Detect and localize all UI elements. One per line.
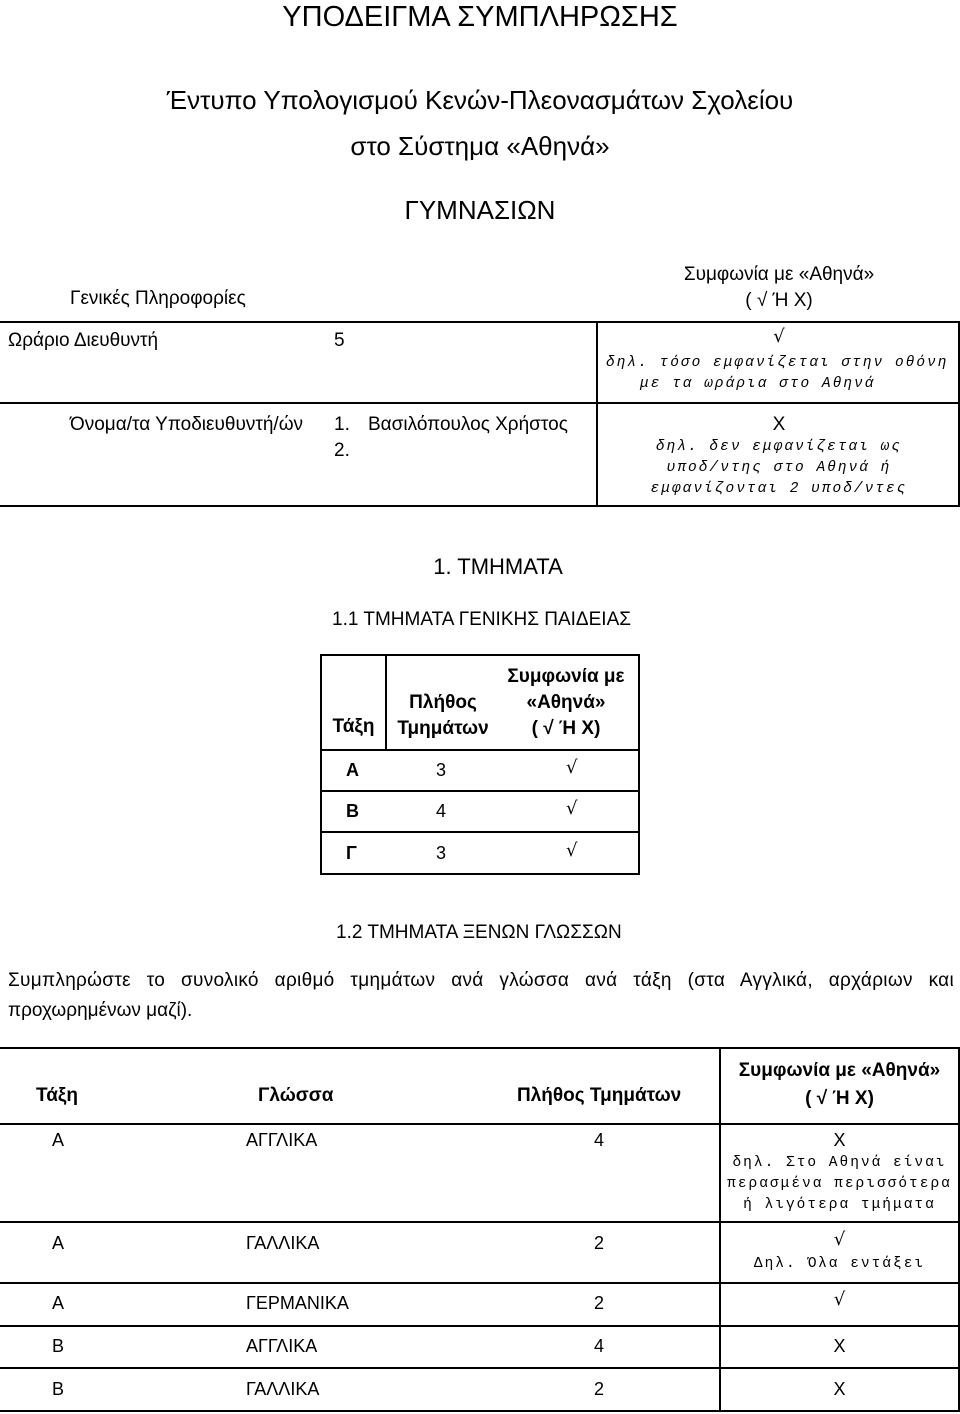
mark-cell: √	[566, 840, 578, 861]
table-border	[0, 1410, 960, 1412]
language-cell: ΓΕΡΜΑΝΙΚΑ	[246, 1293, 349, 1313]
mark-note-line2: περασμένα περισσότερα	[727, 1176, 952, 1192]
vice-principals-mark: Χ	[772, 414, 786, 435]
school-type-heading: ΓΥΜΝΑΣΙΩΝ	[404, 195, 556, 225]
mark-cell: √	[566, 798, 578, 819]
table-border	[0, 402, 960, 404]
table-border	[320, 873, 640, 875]
col-header-count	[387, 690, 499, 742]
language-cell: ΓΑΛΛΙΚΑ	[246, 1233, 320, 1253]
table-border	[320, 831, 640, 833]
class-cell: Β	[346, 801, 359, 821]
col-header-count-line1: Πλήθος	[409, 692, 477, 713]
vice-principal-1-number: 1.	[334, 414, 350, 435]
section2-instructions-line2: προχωρημένων μαζί).	[8, 1000, 193, 1021]
class-cell: Β	[52, 1336, 65, 1356]
section1-title: 1. ΤΜΗΜΑΤΑ	[433, 554, 563, 579]
table-border	[0, 321, 960, 323]
mark-note-line1: δηλ. Στο Αθηνά είναι	[732, 1155, 947, 1171]
table-border	[958, 1047, 960, 1411]
count-cell: 4	[594, 1336, 605, 1356]
table-border	[638, 654, 640, 874]
count-cell: 2	[594, 1379, 605, 1399]
vice-principals-label: Όνομα/τα Υποδιευθυντή/ών	[70, 414, 304, 435]
col-header-language: Γλώσσα	[258, 1085, 334, 1106]
language-cell: ΑΓΓΛΙΚΑ	[246, 1130, 318, 1150]
vice-principals-note-line3: εμφανίζονται 2 υποδ/ντες	[650, 481, 908, 497]
count-cell: 2	[594, 1293, 605, 1313]
class-cell: Α	[52, 1130, 65, 1150]
vice-principals-note-line2: υποδ/ντης στο Αθηνά ή	[666, 460, 892, 476]
section1-subtitle: 1.1 ΤΜΗΜΑΤΑ ΓΕΝΙΚΗΣ ΠΑΙΔΕΙΑΣ	[332, 609, 631, 630]
count-cell: 4	[436, 801, 447, 821]
table-border	[320, 790, 640, 792]
table-border	[0, 1367, 960, 1369]
table-border	[320, 654, 640, 656]
class-cell: Β	[52, 1379, 65, 1399]
col-header-count: Πλήθος Τμημάτων	[517, 1085, 682, 1106]
language-cell: ΑΓΓΛΙΚΑ	[246, 1336, 318, 1356]
count-cell: 3	[436, 760, 447, 780]
document-subtitle-line1: Έντυπο Υπολογισμού Κενών-Πλεονασμάτων Σχολείου	[166, 85, 794, 115]
class-cell: Α	[346, 760, 359, 780]
col-header-agreement-line2: ( √ Ή Χ)	[805, 1088, 874, 1109]
class-cell: Α	[52, 1293, 65, 1313]
principal-hours-mark: √	[773, 326, 785, 347]
general-agreement-header-line2: ( √ Ή Χ)	[745, 290, 813, 311]
principal-hours-note-line2: με τα ωράρια στο Αθηνά	[640, 376, 876, 392]
col-header-count-line2: Τμημάτων	[397, 718, 489, 739]
principal-hours-note-line1: δηλ. τόσο εμφανίζεται στην οθόνη	[606, 355, 949, 371]
col-header-agreement-line1: Συμφωνία με	[507, 666, 625, 687]
document-subtitle-line2: στο Σύστημα «Αθηνά»	[350, 131, 610, 161]
col-header-agreement-line2: «Αθηνά»	[526, 692, 606, 713]
table-border	[0, 1325, 960, 1327]
section2-instructions-line1: Συμπληρώστε το συνολικό αριθμό τμημάτων ανά γλώσσα ανά τάξη (στα Αγγλικά, αρχάριων και	[8, 970, 954, 991]
table-border	[0, 1282, 960, 1284]
count-cell: 2	[594, 1233, 605, 1253]
mark-cell: √	[833, 1289, 846, 1310]
table-border	[0, 1221, 960, 1223]
language-cell: ΓΑΛΛΙΚΑ	[246, 1379, 320, 1399]
col-header-agreement-line3: ( √ Ή Χ)	[531, 718, 601, 739]
general-info-label: Γενικές Πληροφορίες	[70, 288, 246, 309]
class-cell: Γ	[346, 843, 357, 863]
table-border	[320, 749, 640, 751]
col-header-agreement	[494, 664, 638, 742]
principal-hours-value: 5	[334, 330, 345, 351]
col-header-agreement	[721, 1057, 958, 1113]
count-cell: 3	[436, 843, 447, 863]
class-cell: Α	[52, 1233, 65, 1253]
section2-title: 1.2 ΤΜΗΜΑΤΑ ΞΕΝΩΝ ΓΛΩΣΣΩΝ	[336, 922, 622, 943]
vice-principal-1-name: Βασιλόπουλος Χρήστος	[368, 414, 568, 435]
general-agreement-header-line1: Συμφωνία με «Αθηνά»	[683, 264, 875, 285]
vice-principal-2-number: 2.	[334, 440, 350, 461]
col-header-agreement-line1: Συμφωνία με «Αθηνά»	[738, 1060, 941, 1081]
principal-hours-label: Ωράριο Διευθυντή	[8, 330, 159, 351]
count-cell: 4	[594, 1130, 605, 1150]
mark-cell: Χ	[833, 1336, 846, 1356]
general-agreement-header	[598, 262, 960, 314]
mark-cell: √	[566, 757, 578, 778]
table-border	[0, 1047, 960, 1049]
table-border	[0, 505, 960, 507]
mark-note-line3: ή λιγότερα τμήματα	[743, 1197, 936, 1213]
table-border	[0, 1123, 960, 1125]
document-title: ΥΠΟΔΕΙΓΜΑ ΣΥΜΠΛΗΡΩΣΗΣ	[282, 1, 678, 33]
col-header-class: Τάξη	[36, 1085, 78, 1106]
mark-cell: Χ	[833, 1379, 846, 1399]
vice-principals-note-line1: δηλ. δεν εμφανίζεται ως	[655, 439, 903, 455]
mark-note-line1: Δηλ. Όλα εντάξει	[753, 1256, 926, 1272]
mark-cell: √	[833, 1229, 846, 1250]
table-border	[320, 654, 322, 874]
mark-cell: Χ	[833, 1130, 846, 1150]
col-header-class: Τάξη	[332, 716, 375, 737]
